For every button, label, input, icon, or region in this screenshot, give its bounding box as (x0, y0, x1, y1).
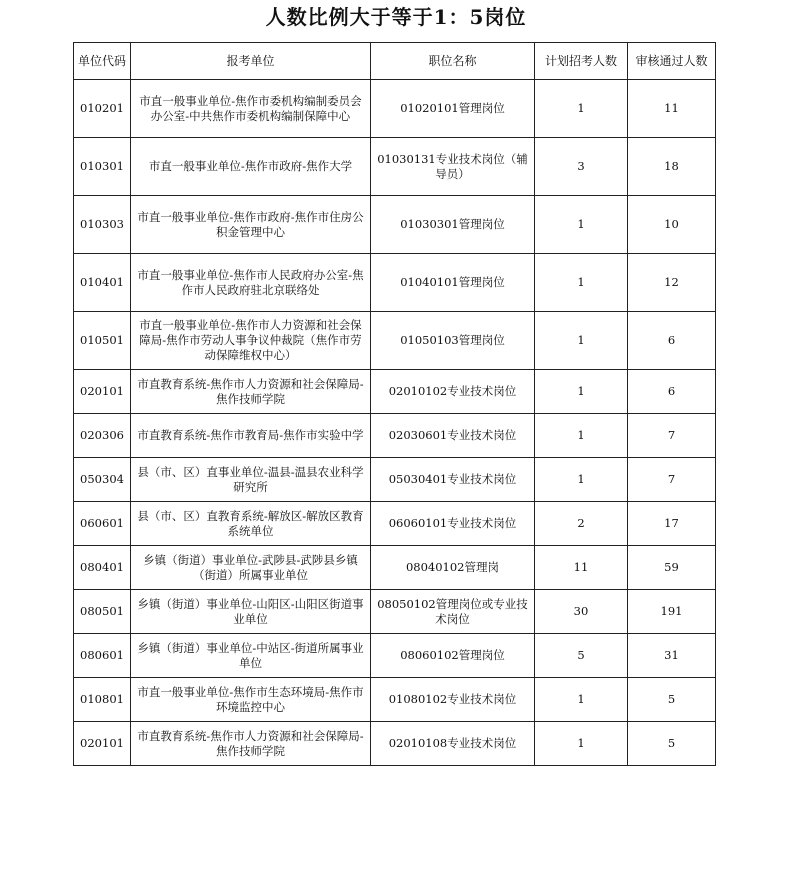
unit-name-cell: 市直一般事业单位-焦作市委机构编制委员会办公室-中共焦作市委机构编制保障中心 (131, 80, 371, 138)
passed-count-cell: 6 (628, 312, 716, 370)
passed-count-cell: 6 (628, 370, 716, 414)
planned-count-cell: 1 (535, 196, 628, 254)
position-name-cell: 01030301管理岗位 (371, 196, 535, 254)
unit-name-cell: 乡镇（街道）事业单位-武陟县-武陟县乡镇（街道）所属事业单位 (131, 546, 371, 590)
planned-count-cell: 1 (535, 722, 628, 766)
position-name-cell: 08060102管理岗位 (371, 634, 535, 678)
passed-count-cell: 7 (628, 414, 716, 458)
unit-name-cell: 乡镇（街道）事业单位-山阳区-山阳区街道事业单位 (131, 590, 371, 634)
position-name-cell: 06060101专业技术岗位 (371, 502, 535, 546)
position-name-cell: 08050102管理岗位或专业技术岗位 (371, 590, 535, 634)
unit-code-cell: 080501 (74, 590, 131, 634)
table-row (74, 502, 716, 546)
table-row (74, 196, 716, 254)
table-header-row (74, 43, 716, 80)
table-row (74, 138, 716, 196)
unit-name-cell: 市直一般事业单位-焦作市人力资源和社会保障局-焦作市劳动人事争议仲裁院（焦作市劳动保障维权中心） (131, 312, 371, 370)
position-name-cell: 01020101管理岗位 (371, 80, 535, 138)
unit-name-cell: 市直一般事业单位-焦作市人民政府办公室-焦作市人民政府驻北京联络处 (131, 254, 371, 312)
passed-count-cell: 31 (628, 634, 716, 678)
column-header-passed: 审核通过人数 (628, 43, 716, 80)
passed-count-cell: 12 (628, 254, 716, 312)
column-header-unit: 报考单位 (131, 43, 371, 80)
planned-count-cell: 1 (535, 458, 628, 502)
position-name-cell: 05030401专业技术岗位 (371, 458, 535, 502)
unit-code-cell: 010501 (74, 312, 131, 370)
unit-name-cell: 市直教育系统-焦作市人力资源和社会保障局-焦作技师学院 (131, 370, 371, 414)
planned-count-cell: 30 (535, 590, 628, 634)
planned-count-cell: 3 (535, 138, 628, 196)
planned-count-cell: 1 (535, 312, 628, 370)
unit-code-cell: 010801 (74, 678, 131, 722)
passed-count-cell: 5 (628, 722, 716, 766)
table-row (74, 458, 716, 502)
passed-count-cell: 11 (628, 80, 716, 138)
position-name-cell: 02030601专业技术岗位 (371, 414, 535, 458)
unit-code-cell: 050304 (74, 458, 131, 502)
positions-table (73, 42, 716, 766)
position-name-cell: 01030131专业技术岗位（辅导员） (371, 138, 535, 196)
position-name-cell: 02010108专业技术岗位 (371, 722, 535, 766)
unit-name-cell: 市直教育系统-焦作市人力资源和社会保障局-焦作技师学院 (131, 722, 371, 766)
planned-count-cell: 11 (535, 546, 628, 590)
planned-count-cell: 1 (535, 678, 628, 722)
table-row (74, 254, 716, 312)
unit-code-cell: 020101 (74, 370, 131, 414)
position-name-cell: 08040102管理岗 (371, 546, 535, 590)
table-row (74, 414, 716, 458)
unit-code-cell: 020306 (74, 414, 131, 458)
table-row (74, 678, 716, 722)
passed-count-cell: 7 (628, 458, 716, 502)
column-header-code: 单位代码 (74, 43, 131, 80)
position-name-cell: 01080102专业技术岗位 (371, 678, 535, 722)
column-header-planned: 计划招考人数 (535, 43, 628, 80)
table-row (74, 312, 716, 370)
planned-count-cell: 1 (535, 370, 628, 414)
table-row (74, 634, 716, 678)
unit-code-cell: 010301 (74, 138, 131, 196)
planned-count-cell: 1 (535, 414, 628, 458)
table-row (74, 80, 716, 138)
planned-count-cell: 5 (535, 634, 628, 678)
passed-count-cell: 191 (628, 590, 716, 634)
unit-name-cell: 市直教育系统-焦作市教育局-焦作市实验中学 (131, 414, 371, 458)
unit-code-cell: 010401 (74, 254, 131, 312)
unit-code-cell: 020101 (74, 722, 131, 766)
unit-name-cell: 市直一般事业单位-焦作市政府-焦作市住房公积金管理中心 (131, 196, 371, 254)
page-title: 人数比例大于等于1：5岗位 (265, 5, 527, 29)
table-row (74, 722, 716, 766)
table-row (74, 590, 716, 634)
planned-count-cell: 1 (535, 80, 628, 138)
passed-count-cell: 18 (628, 138, 716, 196)
unit-name-cell: 县（市、区）直事业单位-温县-温县农业科学研究所 (131, 458, 371, 502)
unit-code-cell: 010303 (74, 196, 131, 254)
unit-code-cell: 080601 (74, 634, 131, 678)
passed-count-cell: 59 (628, 546, 716, 590)
passed-count-cell: 17 (628, 502, 716, 546)
unit-code-cell: 060601 (74, 502, 131, 546)
column-header-position: 职位名称 (371, 43, 535, 80)
unit-code-cell: 010201 (74, 80, 131, 138)
position-name-cell: 01050103管理岗位 (371, 312, 535, 370)
unit-name-cell: 县（市、区）直教育系统-解放区-解放区教育系统单位 (131, 502, 371, 546)
table-row (74, 546, 716, 590)
unit-name-cell: 乡镇（街道）事业单位-中站区-街道所属事业单位 (131, 634, 371, 678)
passed-count-cell: 5 (628, 678, 716, 722)
position-name-cell: 01040101管理岗位 (371, 254, 535, 312)
unit-name-cell: 市直一般事业单位-焦作市生态环境局-焦作市环境监控中心 (131, 678, 371, 722)
table-row (74, 370, 716, 414)
unit-name-cell: 市直一般事业单位-焦作市政府-焦作大学 (131, 138, 371, 196)
unit-code-cell: 080401 (74, 546, 131, 590)
planned-count-cell: 1 (535, 254, 628, 312)
position-name-cell: 02010102专业技术岗位 (371, 370, 535, 414)
planned-count-cell: 2 (535, 502, 628, 546)
passed-count-cell: 10 (628, 196, 716, 254)
